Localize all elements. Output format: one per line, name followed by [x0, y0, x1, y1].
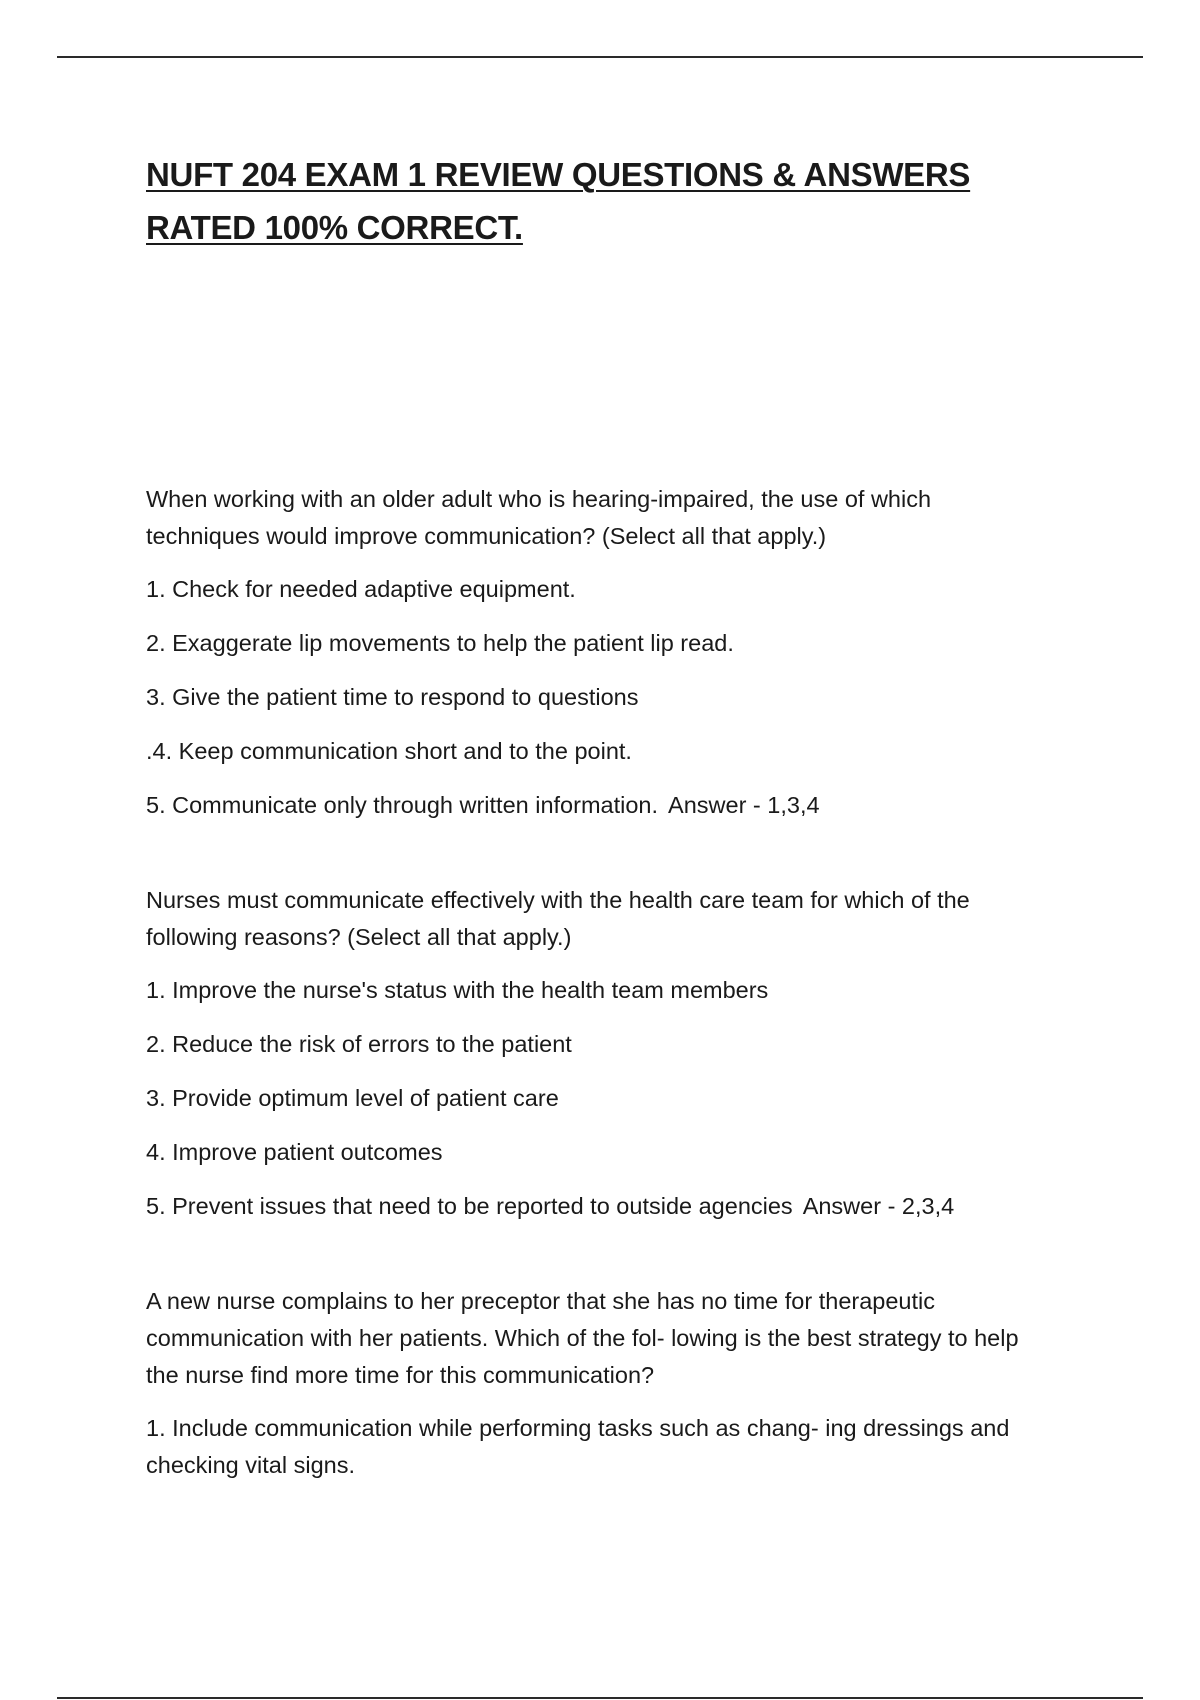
question-1 — [146, 481, 1046, 824]
answer-option: 1. Improve the nurse's status with the health team members — [146, 977, 769, 1003]
question-text: Nurses must communicate effectively with the health care team for which of the following reasons? (Select all that apply.) — [146, 887, 970, 950]
answer-option: 5. Communicate only through written information. — [146, 792, 659, 818]
answer-option: 1. Check for needed adaptive equipment. — [146, 576, 576, 602]
header-divider — [57, 56, 1143, 58]
answer-option: 5. Prevent issues that need to be reported to outside agencies — [146, 1193, 793, 1219]
answer-key: Answer - 2,3,4 — [802, 1193, 955, 1219]
answer-option: 2. Exaggerate lip movements to help the patient lip read. — [146, 630, 734, 656]
page-title: NUFT 204 EXAM 1 REVIEW QUESTIONS & ANSWERS RATED 100% CORRECT. — [146, 156, 971, 246]
answer-option: 3. Give the patient time to respond to questions — [146, 684, 639, 710]
answer-option: 4. Improve patient outcomes — [146, 1139, 443, 1165]
question-text: When working with an older adult who is hearing-impaired, the use of which techniques would improve communication? (Select all that apply.) — [146, 486, 932, 549]
answer-option-with-key — [146, 1188, 1046, 1225]
document-body — [146, 481, 1046, 1542]
answer-option: 1. Include communication while performing tasks such as chang- ing dressings and checking vital signs. — [146, 1415, 1010, 1478]
question-text: A new nurse complains to her preceptor that she has no time for therapeutic communication with her patients. Which of the fol- lowing is the best strategy to help the nurse find more time for this communication? — [146, 1288, 1019, 1388]
answer-option: 3. Provide optimum level of patient care — [146, 1085, 559, 1111]
question-2 — [146, 882, 1046, 1225]
answer-option: 2. Reduce the risk of errors to the patient — [146, 1031, 572, 1057]
footer-divider — [57, 1697, 1143, 1699]
answer-option: .4. Keep communication short and to the point. — [146, 738, 632, 764]
question-3 — [146, 1283, 1046, 1484]
answer-option-with-key — [146, 787, 1046, 824]
answer-key: Answer - 1,3,4 — [668, 792, 820, 818]
